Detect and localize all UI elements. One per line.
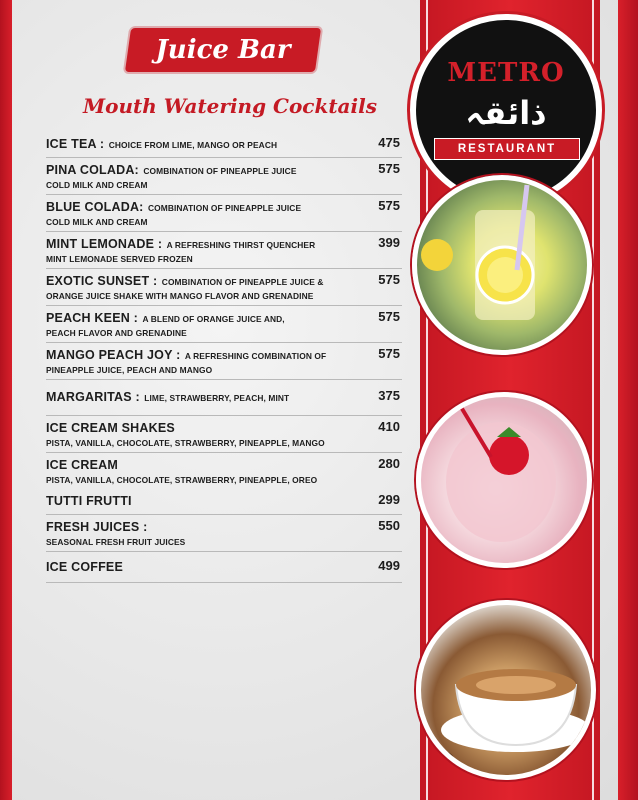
item-name: MINT LEMONADE : bbox=[46, 237, 163, 251]
page-title: Juice Bar bbox=[155, 35, 291, 65]
logo-arabic-text: ذائقہ bbox=[465, 94, 547, 132]
lemonade-illustration bbox=[417, 180, 587, 350]
item-desc: COMBINATION OF PINEAPPLE JUICE bbox=[143, 166, 297, 176]
item-desc-line2: MINT LEMONADE SERVED FROZEN bbox=[46, 254, 193, 264]
menu-item-peach-keen bbox=[46, 306, 402, 343]
item-price: 575 bbox=[378, 198, 400, 213]
item-desc: LIME, STRAWBERRY, PEACH, MINT bbox=[144, 393, 290, 403]
coffee-photo bbox=[416, 600, 596, 780]
menu-item-mango-peach-joy bbox=[46, 343, 402, 380]
item-desc-line2: PISTA, VANILLA, CHOCOLATE, STRAWBERRY, PINEAPPLE, MANGO bbox=[46, 438, 325, 448]
item-desc: CHOICE FROM LIME, MANGO OR PEACH bbox=[108, 140, 278, 150]
item-desc-line2: PINEAPPLE JUICE, PEACH AND MANGO bbox=[46, 365, 213, 375]
item-price: 475 bbox=[378, 135, 400, 150]
menu-item-mint-lemonade bbox=[46, 232, 402, 269]
item-desc: A BLEND OF ORANGE JUICE AND, bbox=[142, 314, 285, 324]
item-name: ICE CREAM bbox=[46, 458, 118, 472]
menu-item-tutti-frutti bbox=[46, 489, 402, 515]
item-desc-line2: ORANGE JUICE SHAKE WITH MANGO FLAVOR AND GRENADINE bbox=[46, 291, 314, 301]
item-desc-line2: COLD MILK AND CREAM bbox=[46, 217, 148, 227]
item-price: 575 bbox=[378, 346, 400, 361]
item-desc-line2: PISTA, VANILLA, CHOCOLATE, STRAWBERRY, PINEAPPLE, OREO bbox=[46, 475, 318, 485]
logo-tagline: RESTAURANT bbox=[434, 138, 580, 160]
item-name: ICE CREAM SHAKES bbox=[46, 421, 175, 435]
item-price: 375 bbox=[378, 388, 400, 403]
item-price: 280 bbox=[378, 456, 400, 471]
item-desc-line2: SEASONAL FRESH FRUIT JUICES bbox=[46, 537, 186, 547]
item-name: TUTTI FRUTTI bbox=[46, 494, 132, 508]
logo-brand: METRO bbox=[447, 58, 565, 88]
item-desc-line2: COLD MILK AND CREAM bbox=[46, 180, 148, 190]
item-name: MARGARITAS : bbox=[46, 390, 140, 404]
item-name: BLUE COLADA: bbox=[46, 200, 144, 214]
item-price: 550 bbox=[378, 518, 400, 533]
right-red-edge bbox=[618, 0, 638, 800]
item-name: ICE TEA : bbox=[46, 137, 105, 151]
item-price: 575 bbox=[378, 272, 400, 287]
lemonade-photo bbox=[412, 175, 592, 355]
item-price: 299 bbox=[378, 492, 400, 507]
item-name: ICE COFFEE bbox=[46, 560, 124, 574]
menu-item-ice-tea bbox=[46, 132, 402, 158]
menu-item-ice-cream bbox=[46, 453, 402, 489]
menu-item-ice-coffee bbox=[46, 552, 402, 583]
strawberry-shake-photo bbox=[416, 392, 592, 568]
item-price: 399 bbox=[378, 235, 400, 250]
section-subtitle: Mouth Watering Cocktails bbox=[83, 94, 377, 118]
menu-list bbox=[46, 132, 402, 583]
item-price: 410 bbox=[378, 419, 400, 434]
menu-item-ice-cream-shakes bbox=[46, 416, 402, 453]
item-desc: A REFRESHING THIRST QUENCHER bbox=[166, 240, 316, 250]
item-desc: A REFRESHING COMBINATION OF bbox=[184, 351, 327, 361]
menu-item-pina-colada bbox=[46, 158, 402, 195]
menu-item-fresh-juices bbox=[46, 515, 402, 552]
item-name: EXOTIC SUNSET : bbox=[46, 274, 158, 288]
item-price: 499 bbox=[378, 558, 400, 573]
item-price: 575 bbox=[378, 161, 400, 176]
item-name: PINA COLADA: bbox=[46, 163, 139, 177]
item-price: 575 bbox=[378, 309, 400, 324]
item-name: PEACH KEEN : bbox=[46, 311, 138, 325]
item-desc: COMBINATION OF PINEAPPLE JUICE & bbox=[161, 277, 324, 287]
menu-item-blue-colada bbox=[46, 195, 402, 232]
item-name: FRESH JUICES : bbox=[46, 520, 148, 534]
item-desc-line2: PEACH FLAVOR AND GRENADINE bbox=[46, 328, 187, 338]
left-red-edge bbox=[0, 0, 12, 800]
item-desc: COMBINATION OF PINEAPPLE JUICE bbox=[147, 203, 302, 213]
menu-item-exotic-sunset bbox=[46, 269, 402, 306]
coffee-illustration bbox=[421, 605, 591, 775]
shake-illustration bbox=[421, 397, 587, 563]
item-name: MANGO PEACH JOY : bbox=[46, 348, 181, 362]
menu-item-margaritas bbox=[46, 380, 402, 416]
